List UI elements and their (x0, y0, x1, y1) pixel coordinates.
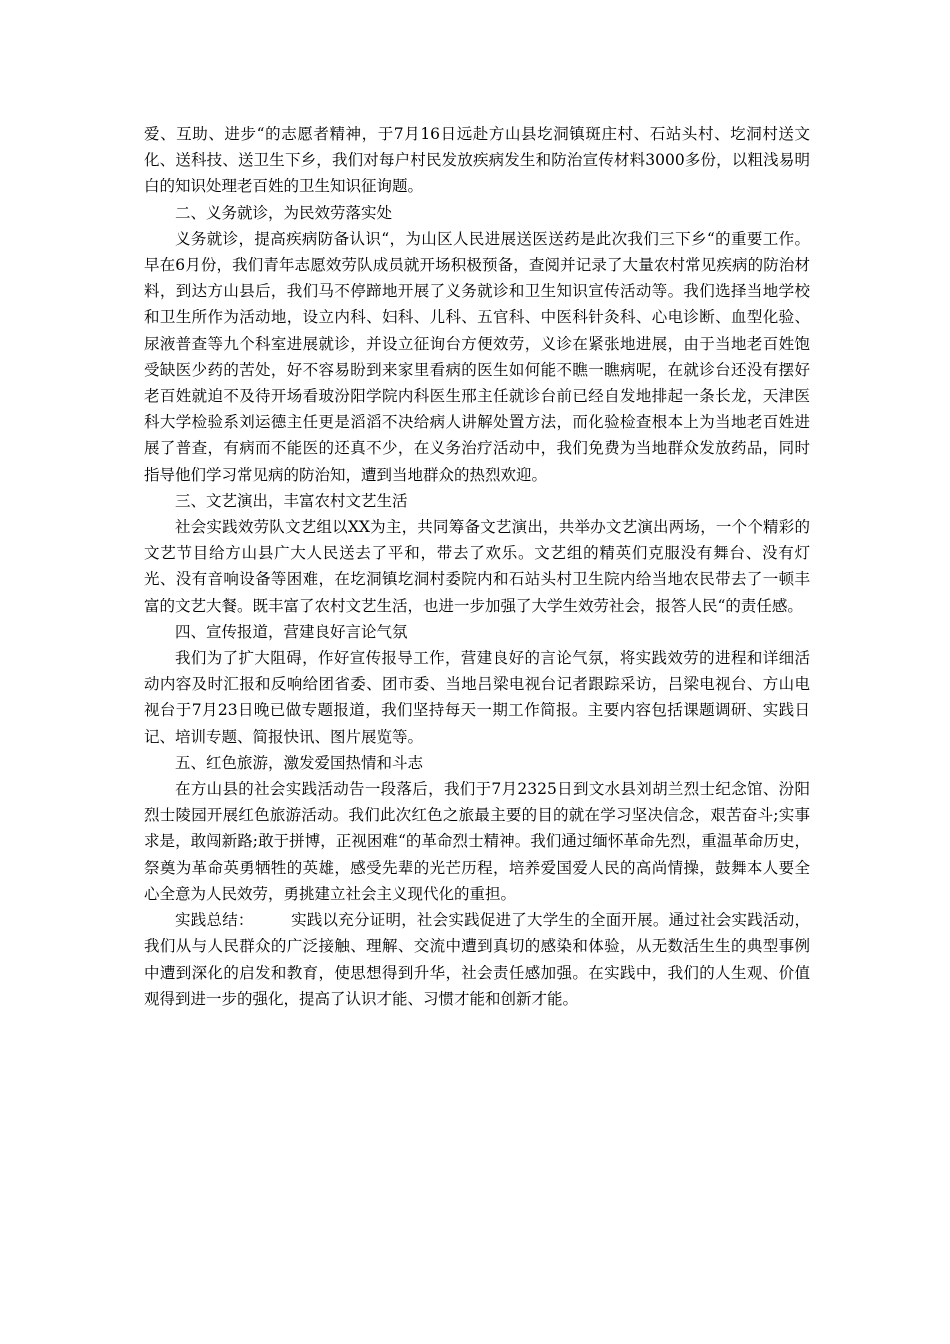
paragraph-intro-continued: 爱、互助、进步“的志愿者精神，于7月16日远赴方山县圪洞镇斑庄村、石站头村、圪洞村送文化、送科技、送卫生下乡，我们对每户村民发放疾病发生和防治宣传材料3000多份，以粗浅易明白的知识处理老百姓的卫生知识征询题。 (144, 125, 810, 196)
section-heading-3: 三、文艺演出，丰富农村文艺生活 (175, 491, 408, 510)
section-heading-2: 二、义务就诊，为民效劳落实处 (175, 203, 393, 222)
paragraph-summary (144, 907, 810, 1012)
document-body (144, 121, 810, 1012)
paragraph-section-2: 义务就诊，提高疾病防备认识“，为山区人民进展送医送药是此次我们三下乡“的重要工作。早在6月份，我们青年志愿效劳队成员就开场积极预备，查阅并记录了大量农村常见疾病的防治材料，到达方山县后，我们马不停蹄地开展了义务就诊和卫生知识宣传活动等。我们选择当地学校和卫生所作为活动地，设立内科、妇科、儿科、五官科、中医科针灸科、心电诊断、血型化验、尿液普查等九个科室进展就诊，并设立征询台方便效劳，义诊在紧张地进展，由于当地老百姓饱受缺医少药的苦处，好不容易盼到来家里看病的医生如何能不瞧一瞧病呢，在就诊台还没有摆好老百姓就迫不及待开场看玻汾阳学院内科医生邢主任就诊台前已经自发地排起一条长龙，天津医科大学检验系刘运德主任更是滔滔不决给病人讲解处置方法，而化验检查根本上为当地老百姓进展了普查，有病而不能医的还真不少，在义务治疗活动中，我们免费为当地群众发放药品，同时指导他们学习常见病的防治知，遭到当地群众的热烈欢迎。 (144, 229, 810, 484)
summary-text: 实践以充分证明，社会实践促进了大学生的全面开展。通过社会实践活动，我们从与人民群众的广泛接触、理解、交流中遭到真切的感染和体验，从无数活生生的典型事例中遭到深化的启发和教育，使思想得到升华，社会责任感加强。在实践中，我们的人生观、价值观得到进一步的强化，提高了认识才能、习惯才能和创新才能。 (144, 911, 810, 1008)
paragraph-section-4: 我们为了扩大阻碍，作好宣传报导工作，营建良好的言论气氛，将实践效劳的进程和详细活动内容及时汇报和反响给团省委、团市委、当地吕梁电视台记者跟踪采访，吕梁电视台、方山电视台于7月23日晚已做专题报道，我们坚持每天一期工作简报。主要内容包括课题调研、实践日记、培训专题、简报快讯、图片展览等。 (144, 649, 810, 746)
summary-label: 实践总结： (175, 911, 254, 930)
paragraph-section-3: 社会实践效劳队文艺组以XX为主，共同筹备文艺演出，共举办文艺演出两场，一个个精彩的文艺节目给方山县广大人民送去了平和，带去了欢乐。文艺组的精英们克服没有舞台、没有灯光、没有音响设备等困难，在圪洞镇圪洞村委院内和石站头村卫生院内给当地农民带去了一顿丰富的文艺大餐。既丰富了农村文艺生活，也进一步加强了大学生效劳社会，报答人民“的责任感。 (144, 518, 810, 615)
paragraph-section-5: 在方山县的社会实践活动告一段落后，我们于7月2325日到文水县刘胡兰烈士纪念馆、汾阳烈士陵园开展红色旅游活动。我们此次红色之旅最主要的目的就在学习坚决信念，艰苦奋斗;实事求是，敢闯新路;敢于拼博，正视困难“的革命烈士精神。我们通过缅怀革命先烈，重温革命历史，祭奠为革命英勇牺牲的英雄，感受先辈的光芒历程，培养爱国爱人民的高尚情操，鼓舞本人要全心全意为人民效劳，勇挑建立社会主义现代化的重担。 (144, 780, 810, 903)
section-heading-4: 四、宣传报道，营建良好言论气氛 (175, 622, 408, 641)
section-heading-5: 五、红色旅游，激发爱国热情和斗志 (175, 753, 424, 772)
